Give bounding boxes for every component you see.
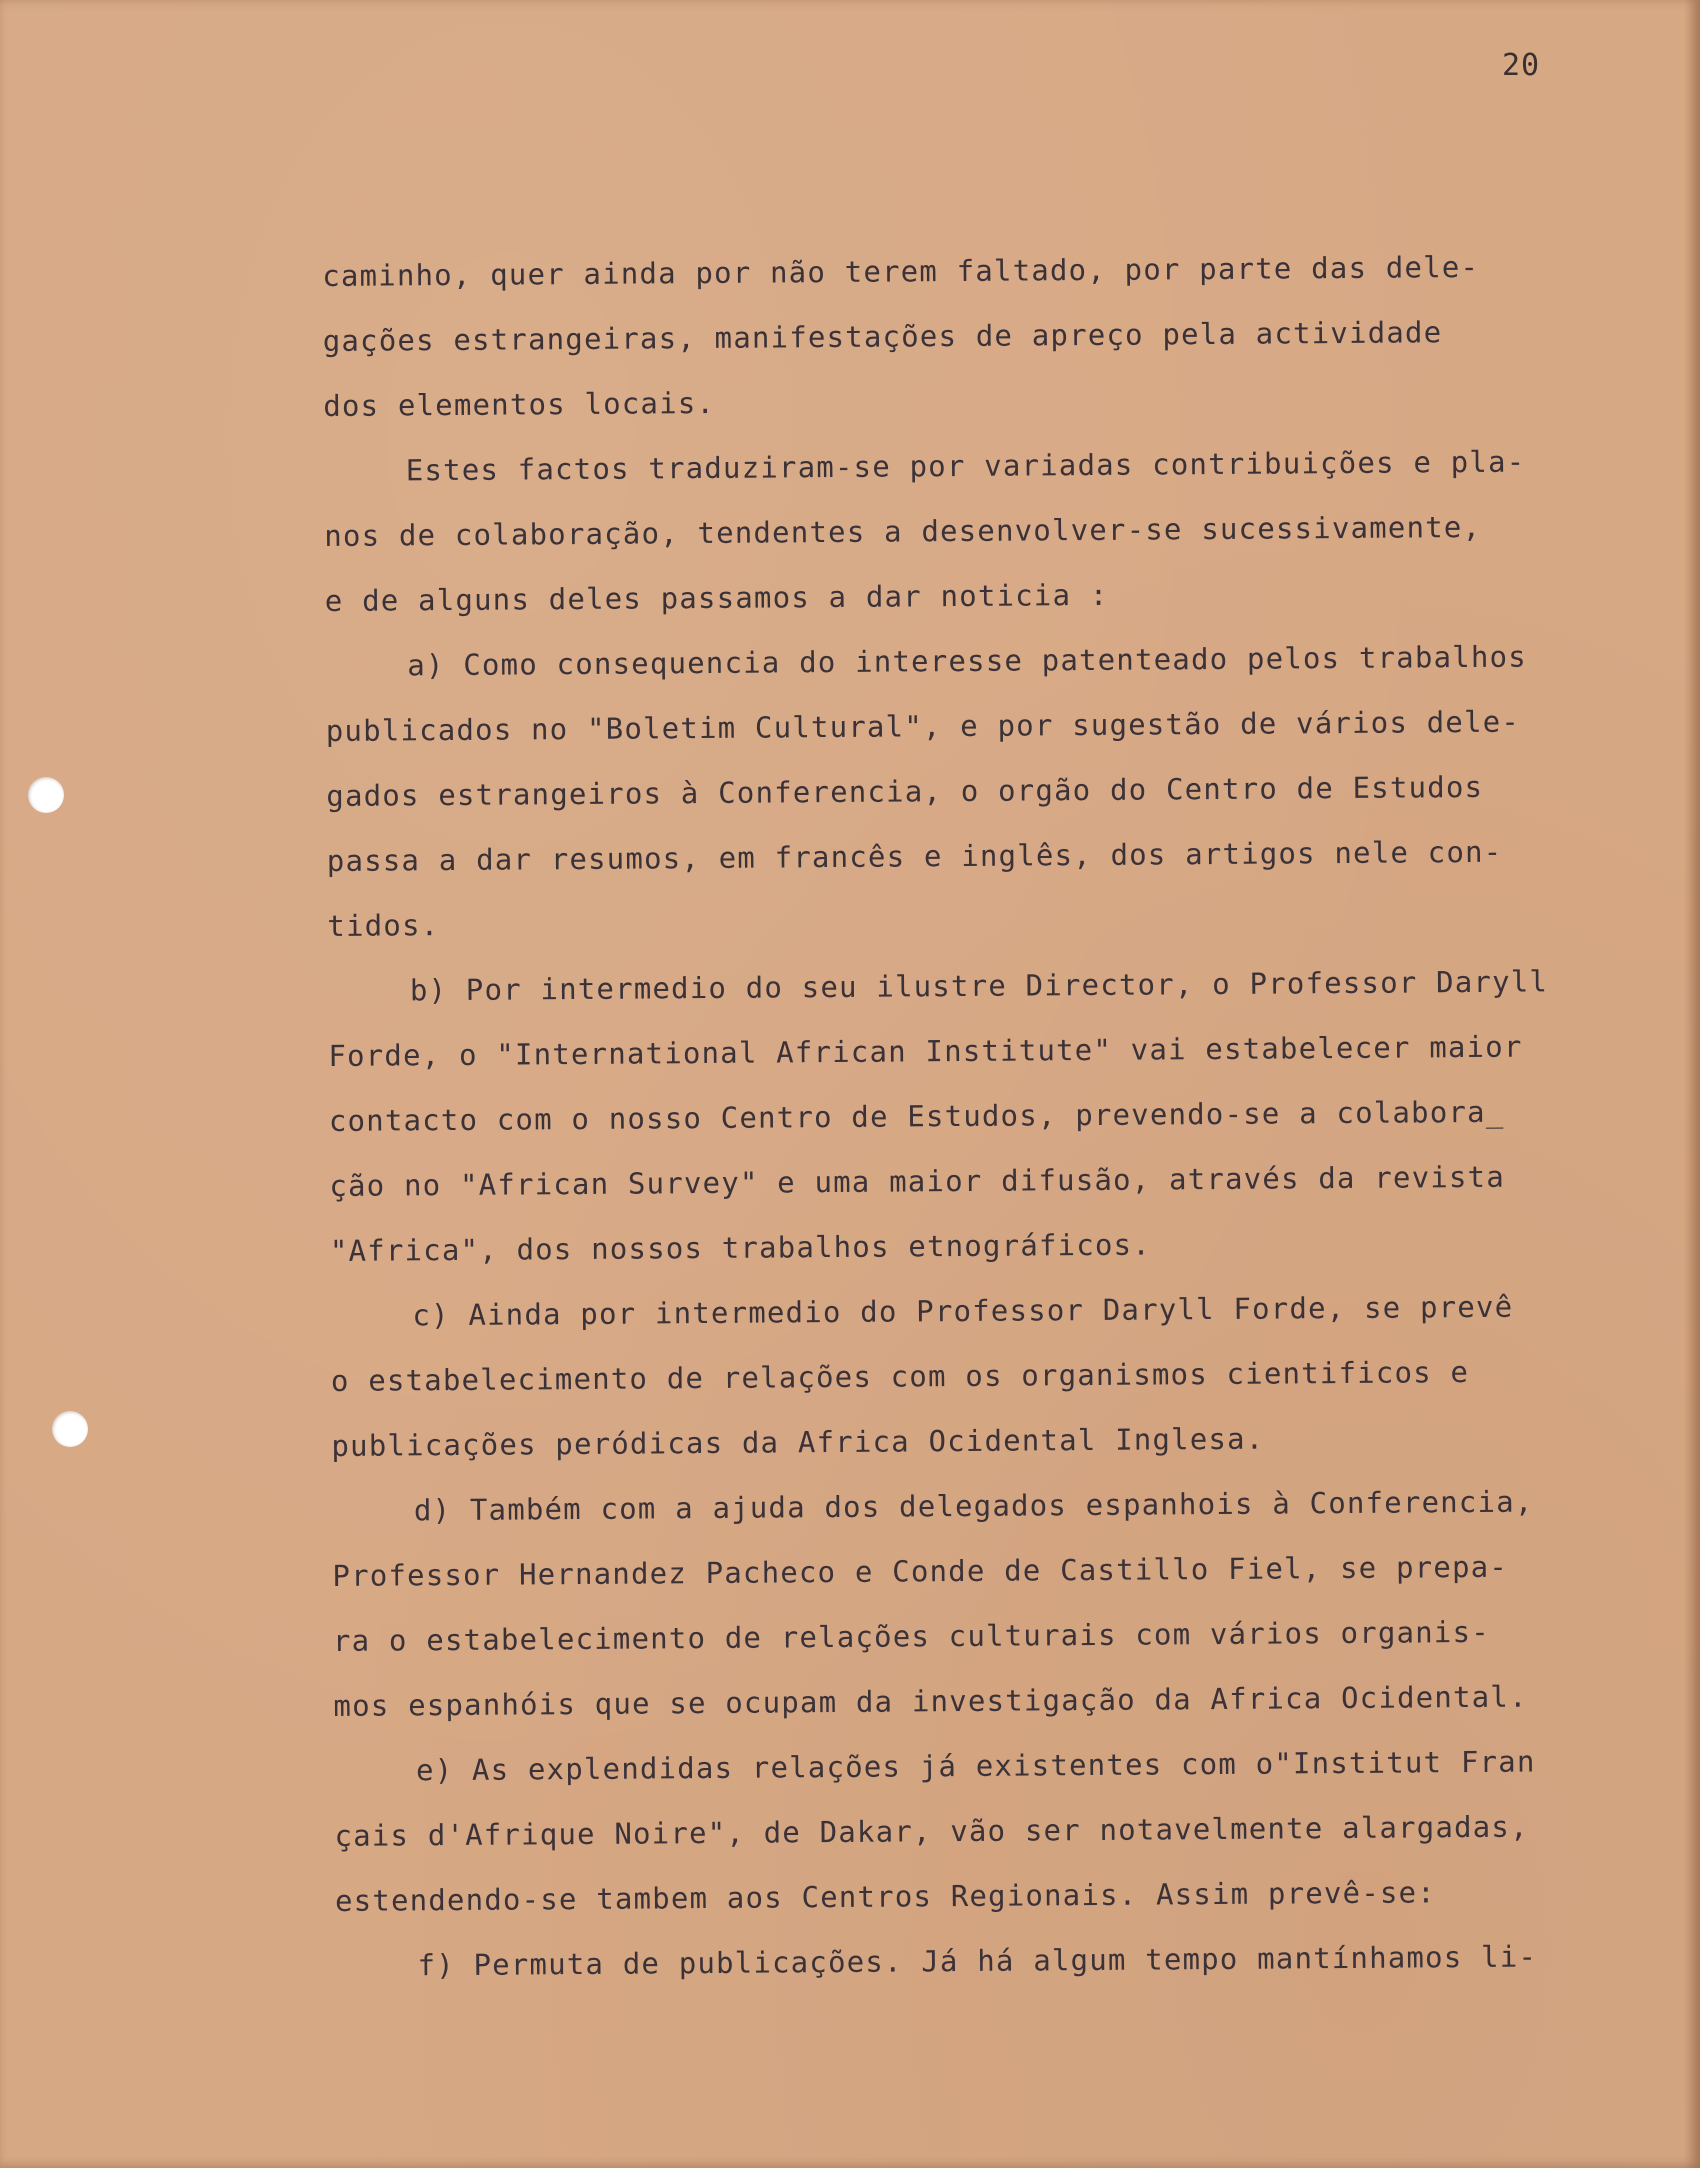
text-line: dos elementos locais. bbox=[323, 385, 716, 423]
text-line: nos de colaboração, tendentes a desenvolver-se sucessivamente, bbox=[324, 509, 1482, 553]
text-line: e de alguns deles passamos a dar noticia : bbox=[324, 577, 1109, 618]
text-line: Professor Hernandez Pacheco e Conde de Castillo Fiel, se prepa- bbox=[332, 1549, 1509, 1593]
text-line: Forde, o "International African Institute" vai estabelecer maior bbox=[328, 1029, 1523, 1073]
text-line: estendendo-se tambem aos Centros Regionais. Assim prevê-se: bbox=[334, 1875, 1437, 1918]
text-line: c) Ainda por intermedio do Professor Daryll Forde, se prevê bbox=[412, 1289, 1514, 1333]
text-line: ção no "African Survey" e uma maior difusão, através da revista bbox=[329, 1159, 1506, 1203]
text-line: contacto com o nosso Centro de Estudos, prevendo-se a colabora_ bbox=[328, 1094, 1505, 1138]
text-line: e) As explendidas relações já existentes com o"Institut Fran bbox=[415, 1744, 1536, 1788]
text-line: f) Permuta de publicações. Já há algum tempo mantínhamos li- bbox=[417, 1939, 1538, 1983]
text-line: o estabelecimento de relações com os organismos cientificos e bbox=[330, 1355, 1470, 1398]
text-line: publicados no "Boletim Cultural", e por sugestão de vários dele- bbox=[325, 704, 1521, 748]
text-line: çais d'Afrique Noire", de Dakar, vão ser notavelmente alargadas, bbox=[334, 1809, 1529, 1853]
page-number: 20 bbox=[1502, 48, 1541, 83]
text-line: "Africa", dos nossos trabalhos etnográficos. bbox=[329, 1227, 1152, 1268]
page-edge-shadow bbox=[1684, 0, 1700, 2168]
punch-hole-top bbox=[28, 777, 64, 813]
text-line: passa a dar resumos, em francês e inglês, dos artigos nele con- bbox=[326, 834, 1503, 878]
text-line: tidos. bbox=[327, 908, 440, 943]
text-line: gados estrangeiros à Conferencia, o orgão do Centro de Estudos bbox=[326, 769, 1484, 813]
text-line: gações estrangeiras, manifestações de apreço pela actividade bbox=[322, 315, 1443, 358]
text-line: a) Como consequencia do interesse patenteado pelos trabalhos bbox=[407, 639, 1527, 683]
text-line: Estes factos traduziram-se por variadas contribuições e pla- bbox=[405, 444, 1526, 488]
text-line: d) Também com a ajuda dos delegados espanhois à Conferencia, bbox=[413, 1484, 1534, 1528]
text-line: ra o estabelecimento de relações culturais com vários organis- bbox=[332, 1614, 1490, 1658]
punch-hole-bottom bbox=[52, 1411, 88, 1447]
text-line: mos espanhóis que se ocupam da investigação da Africa Ocidental. bbox=[333, 1679, 1528, 1723]
text-line: caminho, quer ainda por não terem faltado, por parte das dele- bbox=[322, 249, 1480, 293]
text-line: b) Por intermedio do seu ilustre Director, o Professor Daryll bbox=[409, 964, 1549, 1008]
text-line: publicações peródicas da Africa Ocidental Inglesa. bbox=[331, 1421, 1265, 1463]
typed-body-text bbox=[322, 234, 1656, 1999]
